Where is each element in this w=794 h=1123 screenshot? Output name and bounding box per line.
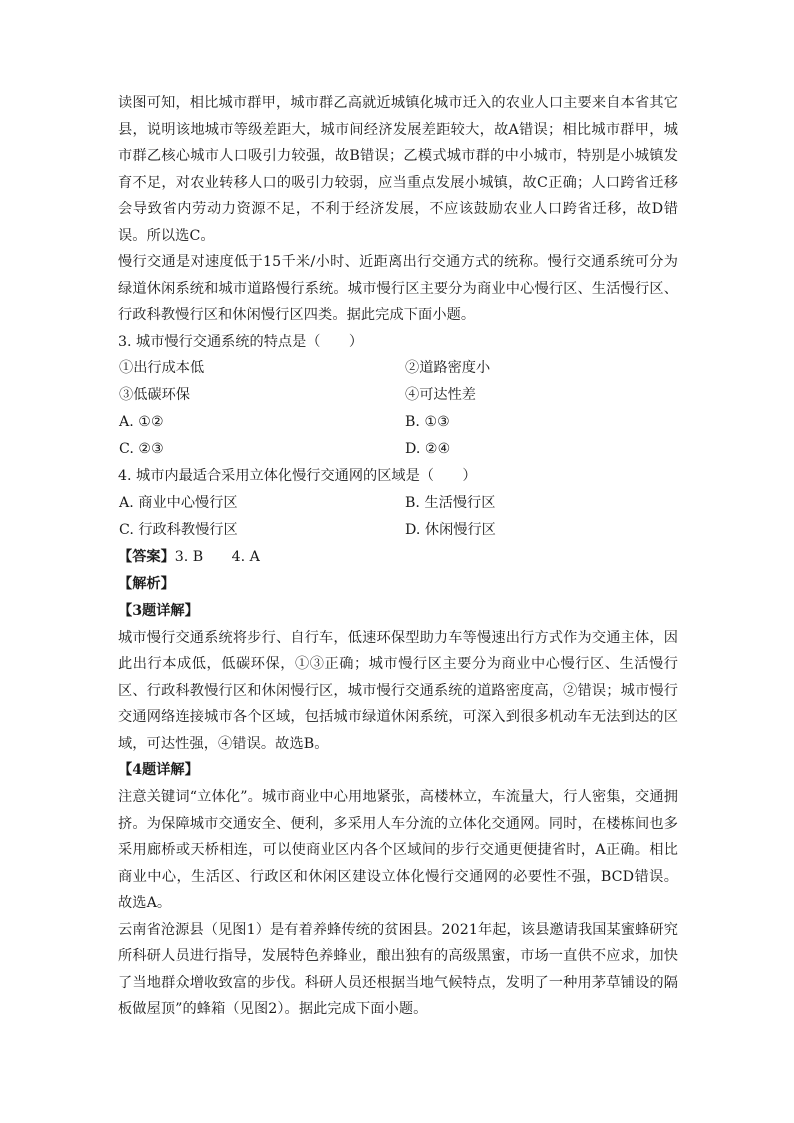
question-3-item: ③低碳环保 — [119, 387, 190, 403]
question-4-stem: 4. 城市内最适合采用立体化慢行交通网的区域是（ ） — [118, 468, 477, 484]
question-3-stem: 3. 城市慢行交通系统的特点是（ ） — [118, 333, 364, 350]
question-3-option: C. ②③ — [119, 441, 164, 457]
question-3-items-row-1 — [118, 355, 678, 382]
detail-3-label: 【3题详解】 — [118, 602, 199, 619]
question-3-options-row-1 — [118, 409, 678, 436]
question-4-options-row-2 — [118, 517, 678, 544]
question-3-items-row-2 — [118, 382, 678, 409]
question-3-options-row-2 — [118, 436, 678, 463]
question-4-option: A. 商业中心慢行区 — [119, 494, 238, 511]
question-3-option: A. ①② — [119, 414, 164, 430]
question-3-item: ①出行成本低 — [119, 360, 205, 376]
detail-3-text: 城市慢行交通系统将步行、自行车，低速环保型助力车等慢速出行方式作为交通主体，因此出行本成低，低碳环保，①③正确；城市慢行区主要分为商业中心慢行区、生活慢行区、行政科教慢行区和休闲慢行区，城市慢行交通系统的道路密度高，②错误；城市慢行交通网络连接城市各个区域，包括城市绿道休闲系统，可深入到很多机动车无法到达的区域，可达性强，④错误。故选B。 — [118, 629, 678, 752]
intro-paragraph-cangyuan: 云南省沧源县（见图1）是有着养蜂传统的贫困县。2021年起，该县邀请我国某蜜蜂研究所科研人员进行指导，发展特色养蜂业，酿出独有的高级黑蜜，市场一直供不应求，加快了当地群众增收致富的步伐。科研人员还根据当地气候特点，发明了一种用茅草铺设的隔板做屋顶”的蜂箱（见图2）。据此完成下面小题。 — [118, 921, 678, 1017]
answer-line — [118, 544, 678, 571]
intro-paragraph-slow-traffic: 慢行交通是对速度低于15千米/小时、近距离出行交通方式的统称。慢行交通系统可分为绿道休闲系统和城市道路慢行系统。城市慢行区主要分为商业中心慢行区、生活慢行区、行政科教慢行区和休闲慢行区四类。据此完成下面小题。 — [118, 254, 678, 323]
answer-label: 【答案】 — [118, 548, 175, 565]
detail-4-text: 注意关键词“立体化”。城市商业中心用地紧张，高楼林立，车流量大，行人密集，交通拥挤。为保障城市交通安全、便利，多采用人车分流的立体化交通网。同时，在楼栋间也多采用廊桥或天桥相连，可以使商业区内各个区域间的步行交通更便捷省时，A正确。相比商业中心，生活区、行政区和休闲区建设立体化慢行交通网的必要性不强，BCD错误。故选A。 — [118, 789, 678, 911]
question-4-option: D. 休闲慢行区 — [405, 521, 496, 538]
analysis-label: 【解析】 — [118, 575, 175, 592]
analysis-paragraph-prev: 读图可知，相比城市群甲，城市群乙高就近城镇化城市迁入的农业人口主要来自本省其它县，说明该地城市等级差距大，城市间经济发展差距较大，故A错误；相比城市群甲，城市群乙核心城市人口吸引力较强，故B错误；乙模式城市群的中小城市，特别是小城镇发育不足，对农业转移人口的吸引力较弱，应当重点发展小城镇，故C正确；人口跨省迁移会导致省内劳动力资源不足，不利于经济发展，不应该鼓励农业人口跨省迁移，故D错误。所以选C。 — [118, 95, 678, 244]
question-3-item: ②道路密度小 — [405, 360, 491, 376]
detail-4-label: 【4题详解】 — [118, 762, 199, 778]
answer-text: 3. B 4. A — [174, 548, 260, 565]
question-4-option: B. 生活慢行区 — [405, 494, 496, 511]
question-4-option: C. 行政科教慢行区 — [119, 521, 238, 538]
question-3-option: B. ①③ — [405, 414, 450, 430]
question-3-item: ④可达性差 — [405, 387, 476, 403]
document-page — [118, 90, 678, 1023]
question-4-options-row-1 — [118, 490, 678, 517]
question-3-option: D. ②④ — [405, 441, 451, 457]
